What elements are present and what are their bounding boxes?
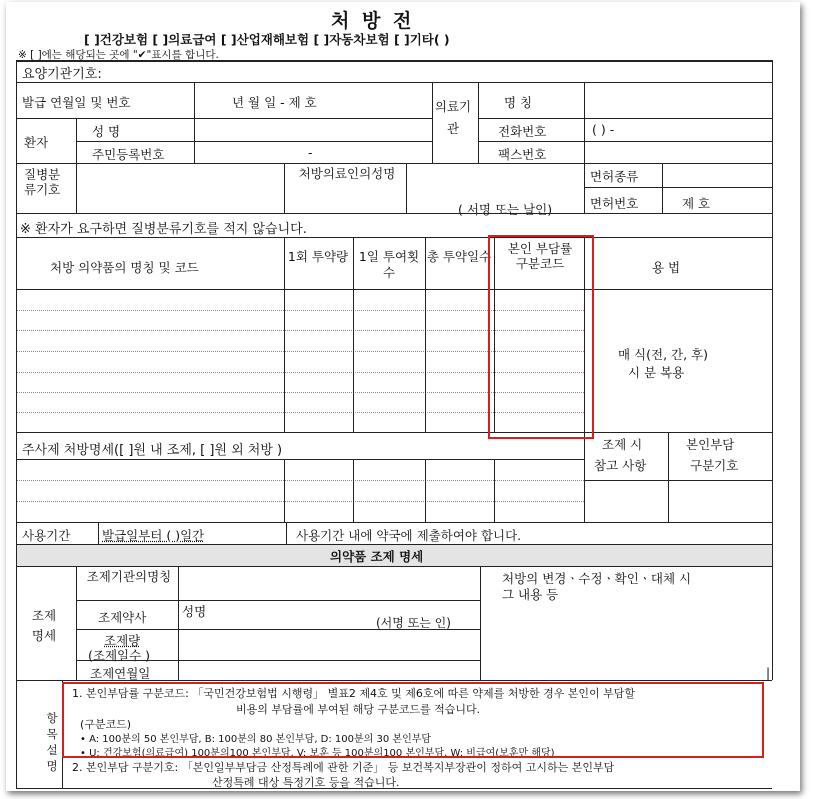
- prescriber-name-label: 처방의료인의성명: [298, 166, 396, 181]
- col-frequency: 1일 투여횟수: [358, 249, 420, 280]
- license-type-label: 면허종류: [590, 169, 639, 184]
- dispensing-label: 조제명세: [31, 608, 57, 643]
- usage-text-2: 시 분 복용: [628, 365, 685, 380]
- pharmacist-label: 조제약사: [98, 610, 147, 625]
- pharmacist-sign-note: (서명 또는 인): [376, 616, 451, 630]
- dispensing-section-title: 의약품 조제 명세: [330, 549, 424, 564]
- prescription-form: [6, 2, 800, 791]
- col-usage: 용 법: [652, 260, 681, 275]
- pharmacist-name-label: 성명: [182, 604, 207, 619]
- disease-note: ※ 환자가 요구하면 질병분류기호를 적지 않습니다.: [20, 222, 307, 237]
- usage-period-value: 발급일부터 ( )일간: [102, 528, 205, 543]
- phone-label: 전화번호: [498, 124, 547, 139]
- insurance-type-line: [ ]건강보험 [ ]의료급여 [ ]산업재해보험 [ ]자동차보험 [ ]기타( ): [84, 32, 450, 47]
- institution-code-label: 요양기관기호:: [22, 67, 102, 82]
- notes-line-7: 산정특례 대상 특정기호 등을 적습니다.: [212, 776, 400, 789]
- notes-label: 항목설명: [46, 711, 58, 773]
- notes-line-4: • A: 100분의 50 본인부담, B: 100분의 80 본인부담, D: 100분의 30 본인부담: [80, 734, 432, 745]
- inst-name-label: 명 칭: [504, 95, 533, 110]
- copay-code-notes-highlight: [62, 682, 764, 758]
- patient-rrn-label: 주민등록번호: [92, 147, 165, 162]
- col-total-days: 총 투약일수: [426, 249, 492, 264]
- phone-format: ( ) -: [592, 122, 615, 137]
- ref-label-2: 참고 사항: [594, 458, 647, 473]
- issue-date-label: 발급 연월일 및 번호: [22, 95, 131, 110]
- notes-line-3: (구분코드): [80, 718, 132, 731]
- change-note-2: 그 내용 등: [502, 587, 559, 602]
- code-label-1: 본인부담: [686, 437, 735, 452]
- copay-code-highlight: [488, 235, 594, 439]
- notes-line-5: • U: 건강보험(의료급여) 100분의100 본인부담, V: 보훈 등 100분의100 본인부담, W: 비급여(보훈만 해당): [80, 748, 555, 759]
- dispensing-amount-sub: (조제일수 ): [88, 648, 151, 663]
- medical-inst-label: 의료기관: [434, 99, 472, 136]
- patient-name-label: 성 명: [92, 124, 121, 139]
- notes-line-1: 1. 본인부담률 구분코드: 「국민건강보험법 시행령」 별표2 제4호 및 제6호에 따른 약제를 처방한 경우 본인이 부담할: [72, 687, 636, 700]
- dispensing-date-label: 조제연월일: [90, 666, 151, 681]
- disease-code-label: 질병분류기호: [24, 167, 61, 197]
- license-no-format: 제 호: [682, 196, 711, 211]
- dispensing-amount-label: 조제량: [104, 633, 141, 648]
- form-title: 처 방 전: [331, 10, 415, 32]
- code-label-2: 구분기호: [690, 458, 739, 473]
- usage-period-note: 사용기간 내에 약국에 제출하여야 합니다.: [296, 528, 522, 543]
- injection-label: 주사제 처방명세([ ]원 내 조제, [ ]원 외 처방 ): [22, 443, 283, 458]
- patient-label: 환자: [24, 135, 49, 150]
- notes-line-2: 비용의 부담률에 부여된 해당 구분코드를 적습니다.: [236, 703, 481, 716]
- usage-period-label: 사용기간: [22, 528, 71, 543]
- issue-date-format: 년 월 일 - 제 호: [232, 95, 317, 110]
- fax-label: 팩스번호: [498, 147, 547, 162]
- col-copay-code: 본인 부담률 구분코드: [507, 241, 573, 271]
- usage-text-1: 매 식(전, 간, 후): [618, 347, 708, 362]
- ref-label-1: 조제 시: [602, 437, 643, 452]
- margin-mark: |: [766, 666, 771, 680]
- col-drug-name: 처방 의약품의 명칭 및 코드: [50, 260, 199, 275]
- check-note: ※ [ ]에는 해당되는 곳에 "✔"표시를 합니다.: [18, 49, 219, 61]
- col-dose: 1회 투약량: [287, 249, 349, 264]
- prescriber-sign-note: ( 서명 또는 날인): [458, 202, 553, 217]
- license-no-label: 면허번호: [590, 196, 639, 211]
- change-note-1: 처방의 변경ㆍ수정ㆍ확인ㆍ대체 시: [502, 571, 692, 586]
- notes-line-6: 2. 본인부담 구분기호: 「본인일부부담금 산정특례에 관한 기준」 등 보건복지부장관이 정하여 고시하는 본인부담: [72, 761, 615, 774]
- patient-rrn-dash: -: [308, 145, 313, 160]
- dispensing-inst-name-label: 조제기관의명칭: [86, 569, 172, 584]
